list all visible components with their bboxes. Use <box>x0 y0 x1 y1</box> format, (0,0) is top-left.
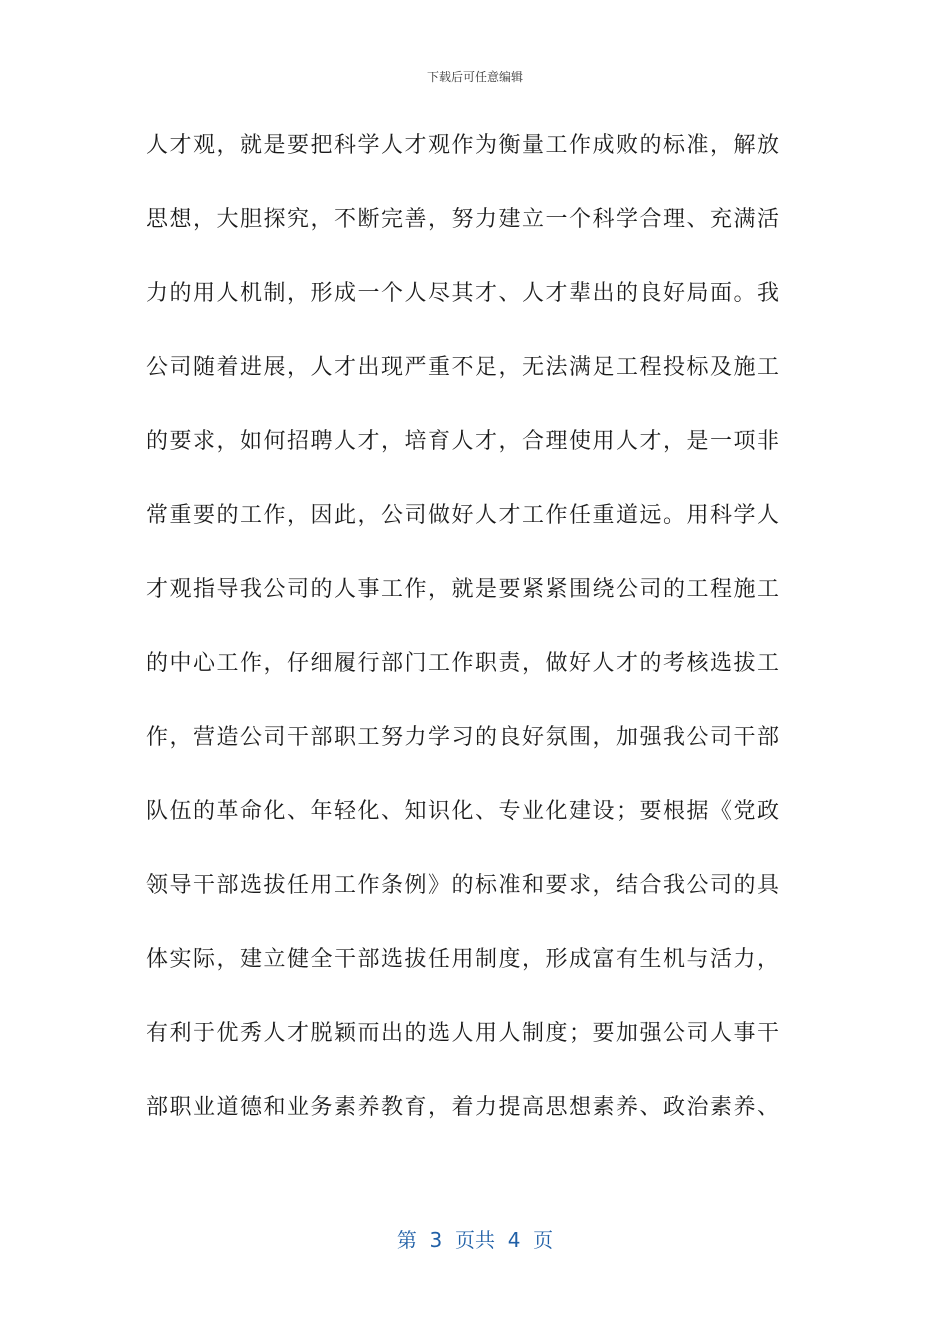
header-note: 下载后可任意编辑 <box>426 70 523 84</box>
body-line: 部职业道德和业务素养教育，着力提高思想素养、政治素养、 <box>146 1095 781 1120</box>
body-line: 思想，大胆探究，不断完善，努力建立一个科学合理、充满活 <box>146 207 781 232</box>
body-line: 才观指导我公司的人事工作，就是要紧紧围绕公司的工程施工 <box>146 577 781 602</box>
body-line: 常重要的工作，因此，公司做好人才工作任重道远。用科学人 <box>146 503 781 528</box>
body-line: 力的用人机制，形成一个人尽其才、人才辈出的良好局面。我 <box>146 281 781 306</box>
body-line: 公司随着进展，人才出现严重不足，无法满足工程投标及施工 <box>146 355 781 380</box>
body-line: 队伍的革命化、年轻化、知识化、专业化建设；要根据《党政 <box>146 799 781 824</box>
body-line: 有利于优秀人才脱颖而出的选人用人制度；要加强公司人事干 <box>146 1021 781 1046</box>
body-line: 的中心工作，仔细履行部门工作职责，做好人才的考核选拔工 <box>146 651 781 676</box>
body-line: 领导干部选拔任用工作条例》的标准和要求，结合我公司的具 <box>146 873 781 898</box>
body-line: 的要求，如何招聘人才，培育人才，合理使用人才，是一项非 <box>146 429 781 454</box>
document-body <box>146 120 806 1156</box>
body-line: 作，营造公司干部职工努力学习的良好氛围，加强我公司干部 <box>146 725 781 750</box>
body-line: 人才观，就是要把科学人才观作为衡量工作成败的标准，解放 <box>146 133 781 158</box>
body-line: 体实际，建立健全干部选拔任用制度，形成富有生机与活力， <box>146 947 781 972</box>
page-number-footer: 第 3 页共 4 页 <box>396 1228 554 1252</box>
